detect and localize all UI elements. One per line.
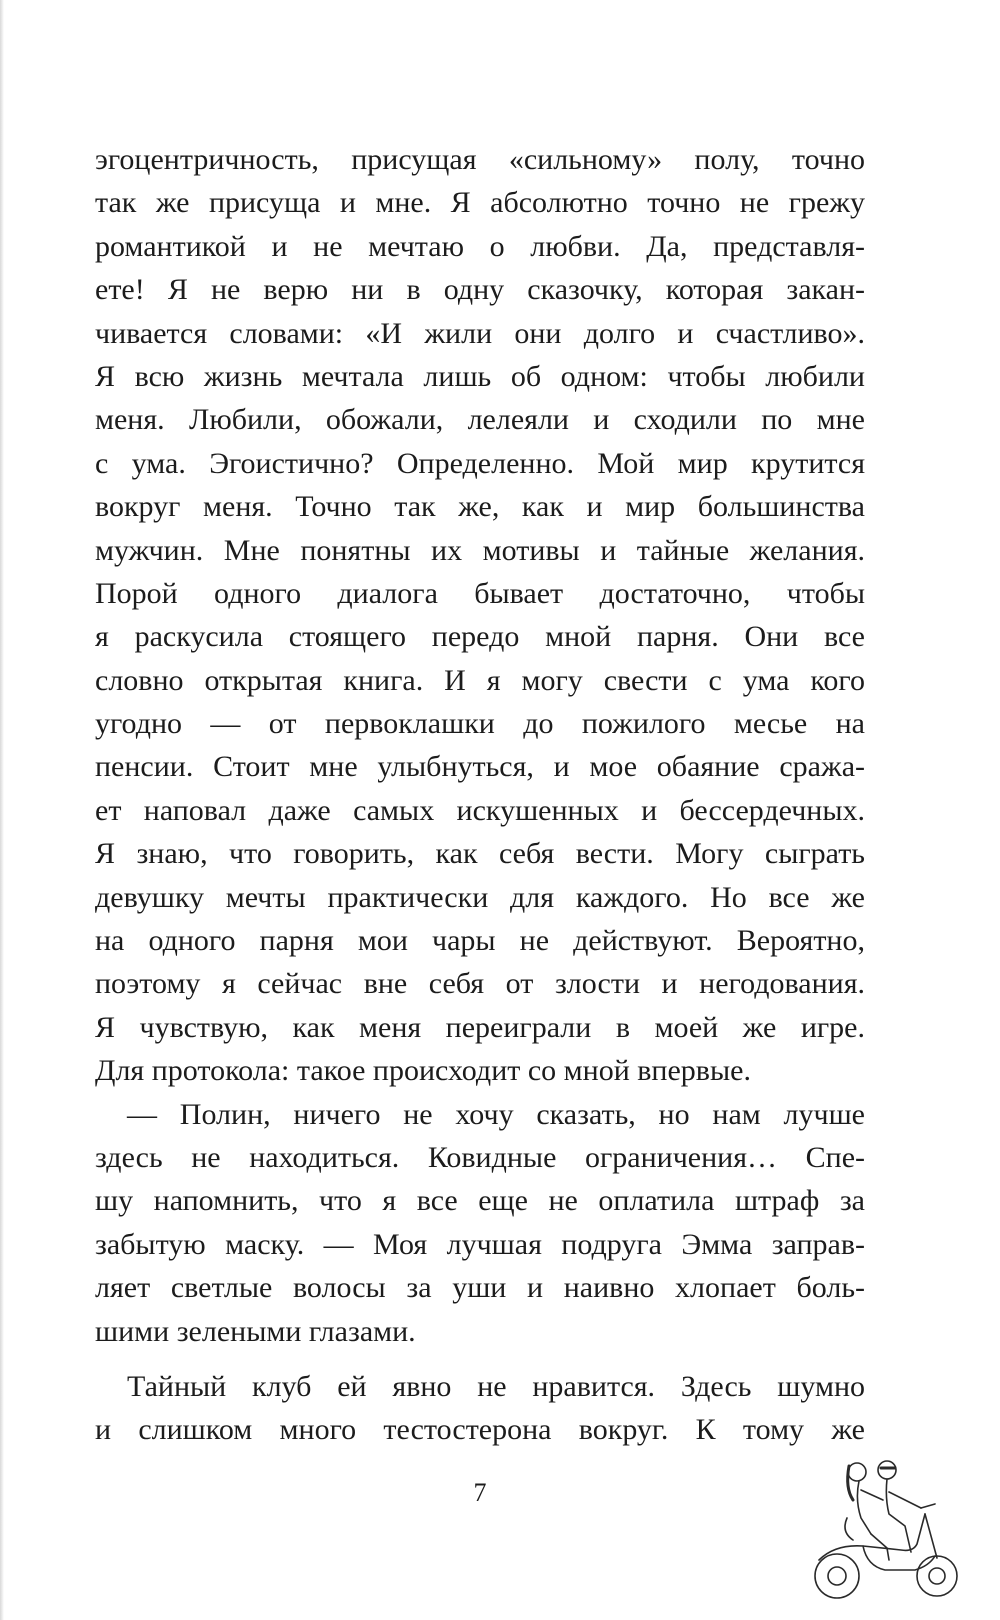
text-line: Для протокола: такое происходит со мной впервые. bbox=[95, 1054, 751, 1088]
text-line: шими зелеными глазами. bbox=[95, 1314, 416, 1348]
text-line: — Полин, ничего не хочу сказать, но нам лучше bbox=[127, 1097, 865, 1131]
text-line: поэтому я сейчас вне себя от злости и негодования. bbox=[95, 967, 865, 1001]
text-line: эгоцентричность, присущая «сильному» полу, точно bbox=[95, 143, 865, 176]
text-line: Я всю жизнь мечтала лишь об одном: чтобы любили bbox=[95, 359, 865, 393]
page-edge-shadow bbox=[0, 0, 4, 1620]
text-line: чивается словами: «И жили они долго и счастливо». bbox=[95, 316, 865, 350]
paragraph-gap bbox=[95, 1353, 865, 1365]
text-line: шу напомнить, что я все еще не оплатила штраф за bbox=[95, 1184, 865, 1218]
body-text bbox=[95, 138, 865, 1452]
text-line: Тайный клуб ей явно не нравится. Здесь шумно bbox=[127, 1369, 865, 1403]
front-wheel-icon bbox=[917, 1556, 957, 1596]
text-line: меня. Любили, обожали, лелеяли и сходили по мне bbox=[95, 403, 865, 437]
text-line: на одного парня мои чары не действуют. Вероятно, bbox=[95, 924, 865, 958]
text-line: ет наповал даже самых искушенных и бессердечных. bbox=[95, 793, 865, 827]
text-line: вокруг меня. Точно так же, как и мир большинства bbox=[95, 490, 865, 524]
text-line: Я знаю, что говорить, как себя вести. Могу сыграть bbox=[95, 837, 865, 871]
rear-wheel-icon bbox=[815, 1554, 859, 1598]
text-line: ете! Я не верю ни в одну сказочку, которая закан- bbox=[95, 273, 865, 307]
text-line: с ума. Эгоистично? Определенно. Мой мир крутится bbox=[95, 446, 865, 480]
text-line: мужчин. Мне понятны их мотивы и тайные желания. bbox=[95, 533, 865, 567]
text-line: ляет светлые волосы за уши и наивно хлопает боль- bbox=[95, 1271, 865, 1305]
text-line: здесь не находиться. Ковидные ограничения… Спе- bbox=[95, 1140, 865, 1174]
text-line: Я чувствую, как меня переиграли в моей же игре. bbox=[95, 1010, 865, 1044]
text-line: забытую маску. — Моя лучшая подруга Эмма заправ- bbox=[95, 1227, 865, 1261]
text-line: Порой одного диалога бывает достаточно, чтобы bbox=[95, 576, 865, 610]
page-number: 7 bbox=[473, 1478, 487, 1507]
text-line: пенсии. Стоит мне улыбнуться, и мое обаяние сража- bbox=[95, 750, 865, 784]
text-line: так же присуща и мне. Я абсолютно точно не грежу bbox=[95, 186, 865, 220]
text-line: я раскусила стоящего передо мной парня. Они все bbox=[95, 620, 865, 654]
text-line: и слишком много тестостерона вокруг. К тому же bbox=[95, 1413, 865, 1447]
couple-on-scooter-illustration bbox=[805, 1448, 965, 1608]
text-line: девушку мечты практически для каждого. Но все же bbox=[95, 880, 865, 914]
text-line: романтикой и не мечтаю о любви. Да, представля- bbox=[95, 229, 865, 263]
text-line: угодно — от первоклашки до пожилого месье на bbox=[95, 707, 865, 741]
text-line: словно открытая книга. И я могу свести с ума кого bbox=[95, 663, 865, 697]
